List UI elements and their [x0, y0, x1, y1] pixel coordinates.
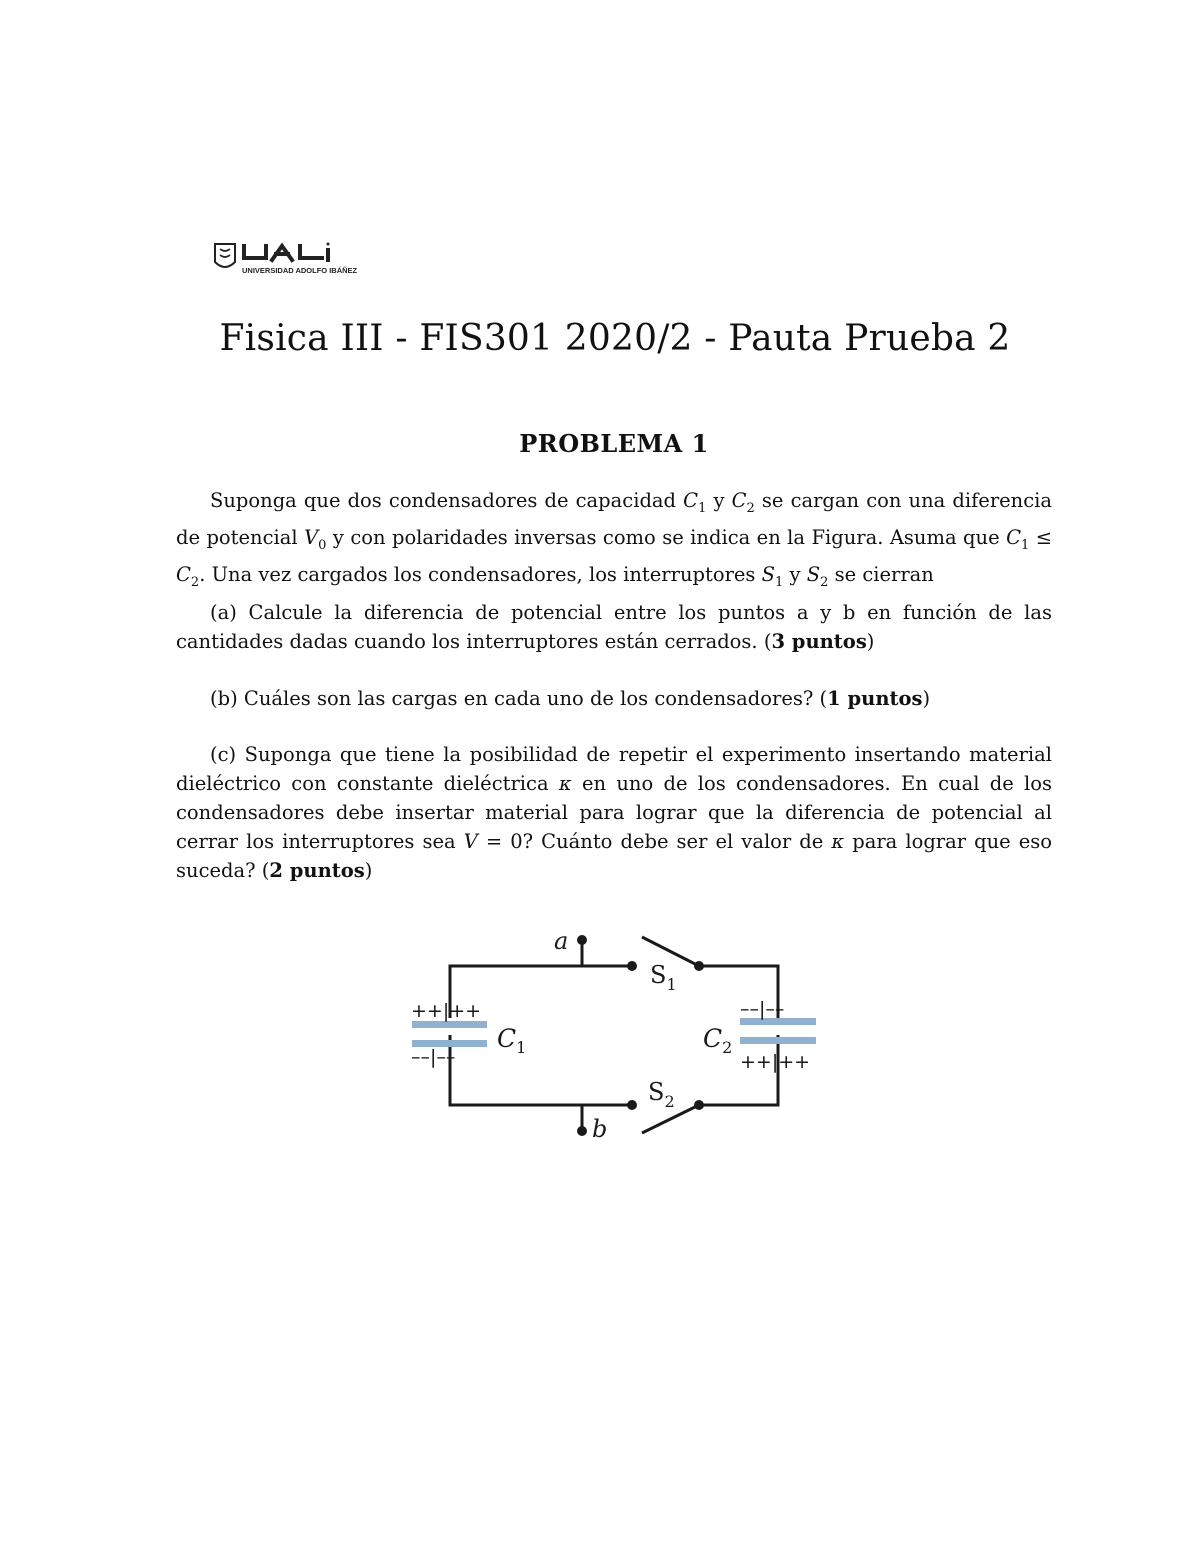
wire-c1-lower — [450, 1050, 632, 1105]
wire-top-left — [450, 966, 632, 987]
c1-plate-top — [412, 1021, 487, 1028]
points-label: 2 puntos — [269, 859, 365, 882]
c1-minus-charges: ––|–– — [411, 1046, 456, 1068]
capacitor-c1-label: $C_1$ — [497, 1024, 527, 1057]
terminal-b-dot — [577, 1126, 587, 1136]
switch-s1-contact-right — [694, 961, 704, 971]
switch-s2-label: $S_2$ — [648, 1078, 675, 1111]
c2-plus-charges: ++|++ — [740, 1051, 811, 1073]
c1-plus-charges: ++|++ — [411, 1000, 482, 1022]
crest-icon — [215, 244, 235, 267]
page-title: Fisica III - FIS301 2020/2 - Pauta Prueba 2 — [219, 318, 1011, 359]
logo-caption: UNIVERSIDAD ADOLFO IBÁÑEZ — [242, 266, 358, 275]
uai-logotype-icon — [244, 243, 330, 261]
switch-s2-contact-left — [627, 1100, 637, 1110]
circuit-diagram — [395, 925, 835, 1140]
switch-s2-contact-right — [694, 1100, 704, 1110]
problem-statement: Suponga que dos condensadores de capacidad $C_1$ y $C_2$ se cargan con una diferencia de potencial $V_0$ y con polaridades inversas como se indica en la Figura. Asuma que $C_1 \le C_2$. Una vez cargados los condensadores, los interruptores $S_1$ y $S_2$ se cierran — [176, 489, 1053, 590]
capacitor-c2-label: $C_2$ — [703, 1024, 733, 1057]
question-part-a: (a) Calcule la diferencia de potencial entre los puntos a y b en función de las cantidades dadas cuando los interruptores están cerrados. (3 puntos) — [176, 601, 1052, 653]
university-logo — [212, 240, 362, 280]
c2-plate-bottom — [740, 1037, 816, 1044]
problem-heading: PROBLEMA 1 — [519, 429, 709, 458]
c2-minus-charges: ––|–– — [740, 998, 785, 1020]
switch-s1-contact-left — [627, 961, 637, 971]
terminal-a-label: a — [554, 927, 569, 955]
question-part-c: (c) Suponga que tiene la posibilidad de repetir el experimento insertando material dieléctrico con constante dieléctrica κ en uno de los condensadores. En cual de los condensadores debe insertar material para lograr que la diferencia de potencial al cerrar los interruptores sea V = 0? Cuánto debe ser el valor de κ para lograr que eso suceda? (2 puntos) — [176, 743, 1053, 882]
terminal-b-label: b — [592, 1115, 608, 1140]
question-part-b: (b) Cuáles son las cargas en cada uno de los condensadores? (1 puntos) — [210, 687, 931, 710]
points-label: 3 puntos — [771, 630, 867, 653]
points-label: 1 puntos — [827, 687, 923, 710]
switch-s1-label: $S_1$ — [650, 961, 677, 994]
terminal-a-dot — [577, 935, 587, 945]
